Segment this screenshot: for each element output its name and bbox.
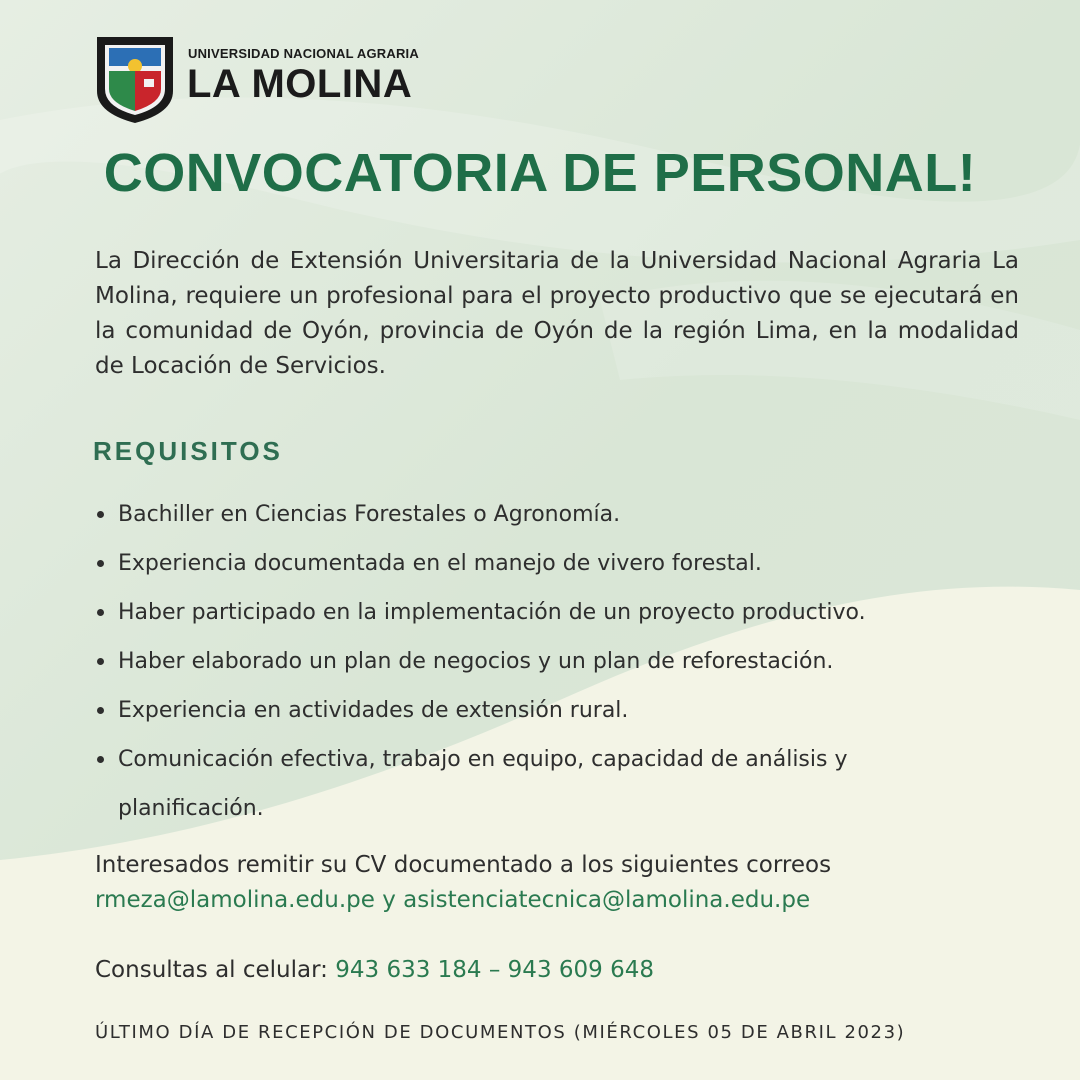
list-item (95, 637, 995, 686)
requirement-text: Haber participado en la implementación de un proyecto productivo. (118, 600, 866, 625)
list-item (95, 588, 995, 637)
requirements-list (95, 490, 995, 833)
requirement-text: Haber elaborado un plan de negocios y un plan de reforestación. (118, 649, 834, 674)
requirement-text: Comunicación efectiva, trabajo en equipo, capacidad de análisis y planificación. (118, 747, 848, 821)
requirement-text: Experiencia en actividades de extensión rural. (118, 698, 629, 723)
bullet-icon (97, 658, 104, 665)
contact-text: Interesados remitir su CV documentado a los siguientes correos (95, 852, 832, 878)
list-item (95, 686, 995, 735)
phone-label: Consultas al celular: (95, 957, 328, 983)
brand-subtitle: UNIVERSIDAD NACIONAL AGRARIA (188, 46, 419, 61)
requirements-heading: REQUISITOS (93, 436, 283, 466)
university-logo (95, 35, 175, 129)
deadline-note: ÚLTIMO DÍA DE RECEPCIÓN DE DOCUMENTOS (MIÉRCOLES 05 DE ABRIL 2023) (95, 1022, 906, 1043)
email-joiner: y (382, 887, 396, 913)
phone-numbers[interactable]: 943 633 184 – 943 609 648 (335, 957, 654, 983)
brand-title: LA MOLINA (187, 62, 413, 106)
phone-line (95, 953, 654, 988)
bullet-icon (97, 560, 104, 567)
intro-paragraph: La Dirección de Extensión Universitaria de la Universidad Nacional Agraria La Molina, requiere un profesional para el proyecto productivo que se ejecutará en la comunidad de Oyón, provincia de Oyón de la región Lima, en la modalidad de Locación de Servicios. (95, 248, 1019, 379)
bullet-icon (97, 609, 104, 616)
page-title: CONVOCATORIA DE PERSONAL! (103, 143, 977, 203)
requirement-text: Bachiller en Ciencias Forestales o Agronomía. (118, 502, 621, 527)
requirement-text: Experiencia documentada en el manejo de vivero forestal. (118, 551, 762, 576)
email-link-rmeza[interactable]: rmeza@lamolina.edu.pe (95, 887, 375, 913)
list-item (95, 490, 995, 539)
list-item (95, 735, 995, 833)
email-link-asistencia[interactable]: asistenciatecnica@lamolina.edu.pe (403, 887, 811, 913)
bullet-icon (97, 756, 104, 763)
bullet-icon (97, 707, 104, 714)
bullet-icon (97, 511, 104, 518)
contact-paragraph (95, 848, 831, 918)
list-item (95, 539, 995, 588)
